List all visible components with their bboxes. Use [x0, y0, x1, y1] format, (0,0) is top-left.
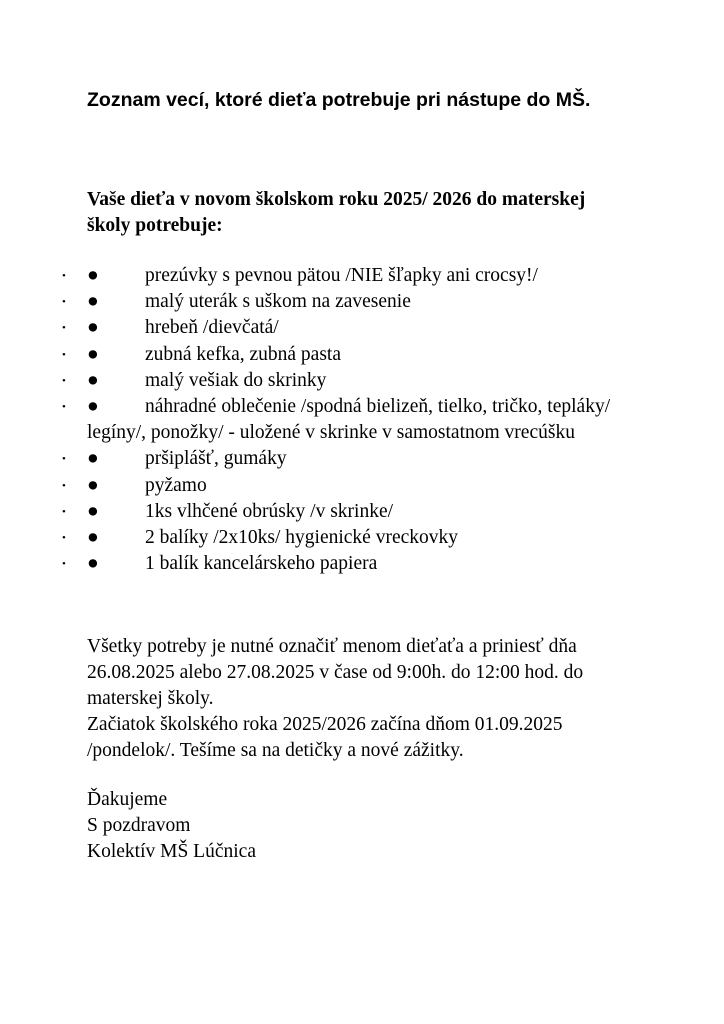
bullet-icon: • — [62, 453, 66, 466]
list-item-text: malý uterák s uškom na zavesenie — [145, 291, 411, 313]
list-item — [0, 263, 627, 289]
bullet-icon: • — [62, 348, 66, 361]
inner-bullet-icon: ● — [87, 553, 99, 575]
list-item — [0, 551, 627, 577]
inner-bullet-icon: ● — [87, 448, 99, 470]
inner-bullet-icon: ● — [87, 265, 99, 286]
list-item-text: hrebeň /dievčatá/ — [145, 317, 279, 339]
bullet-icon: • — [62, 374, 66, 387]
list-item — [0, 394, 627, 446]
bullet-icon: • — [62, 505, 66, 518]
list-item — [0, 525, 627, 551]
list-item — [0, 342, 627, 368]
bullet-icon: • — [62, 401, 66, 414]
inner-bullet-icon: ● — [87, 291, 99, 313]
bullet-icon: • — [62, 322, 66, 335]
closing-signature: Kolektív MŠ Lúčnica — [87, 841, 256, 863]
list-item — [0, 473, 627, 499]
list-item — [0, 289, 627, 315]
closing-greeting: S pozdravom — [87, 815, 191, 837]
bullet-icon: • — [62, 270, 66, 282]
inner-bullet-icon: ● — [87, 317, 99, 339]
school-year-paragraph: Začiatok školského roka 2025/2026 začína dňom 01.09.2025 /pondelok/. Tešíme sa na detičky a nové zážitky. — [87, 714, 563, 762]
inner-bullet-icon: ● — [87, 527, 99, 549]
list-item — [0, 499, 627, 525]
closing-block — [87, 787, 647, 866]
document-title: Zoznam vecí, ktoré dieťa potrebuje pri nástupe do MŠ. — [87, 89, 591, 111]
supply-list — [0, 263, 724, 577]
list-item-text: zubná kefka, zubná pasta — [145, 343, 341, 365]
list-item — [0, 315, 627, 341]
list-item-text: 1 balík kancelárskeho papiera — [145, 553, 378, 575]
bullet-icon: • — [62, 532, 66, 545]
list-item-text: malý vešiak do skrinky — [145, 369, 327, 391]
bullet-icon: • — [62, 479, 66, 492]
instructions-paragraph: Všetky potreby je nutné označiť menom dieťaťa a priniesť dňa 26.08.2025 alebo 27.08.2025 v čase od 9:00h. do 12:00 hod. do materskej školy. — [87, 636, 584, 710]
list-item — [0, 368, 627, 394]
inner-bullet-icon: ● — [87, 396, 99, 418]
list-item — [0, 446, 627, 472]
bullet-icon: • — [62, 296, 66, 309]
list-item-text: náhradné oblečenie /spodná bielizeň, tielko, tričko, tepláky/ legíny/, ponožky/ - uložené v skrinke v samostatnom vrecúšku — [87, 396, 611, 444]
list-item-text: prezúvky s pevnou pätou /NIE šľapky ani crocsy!/ — [145, 265, 538, 286]
list-item-text: pyžamo — [145, 474, 207, 496]
inner-bullet-icon: ● — [87, 500, 99, 522]
list-item-text: 2 balíky /2x10ks/ hygienické vreckovky — [145, 527, 459, 549]
inner-bullet-icon: ● — [87, 369, 99, 391]
list-item-text: pršiplášť, gumáky — [145, 448, 287, 470]
bullet-icon: • — [62, 558, 66, 571]
closing-thanks: Ďakujeme — [87, 789, 168, 810]
inner-bullet-icon: ● — [87, 343, 99, 365]
list-item-text: 1ks vlhčené obrúsky /v skrinke/ — [145, 500, 394, 522]
document-subtitle: Vaše dieťa v novom školskom roku 2025/ 2026 do materskej školy potrebuje: — [87, 189, 586, 236]
inner-bullet-icon: ● — [87, 474, 99, 496]
